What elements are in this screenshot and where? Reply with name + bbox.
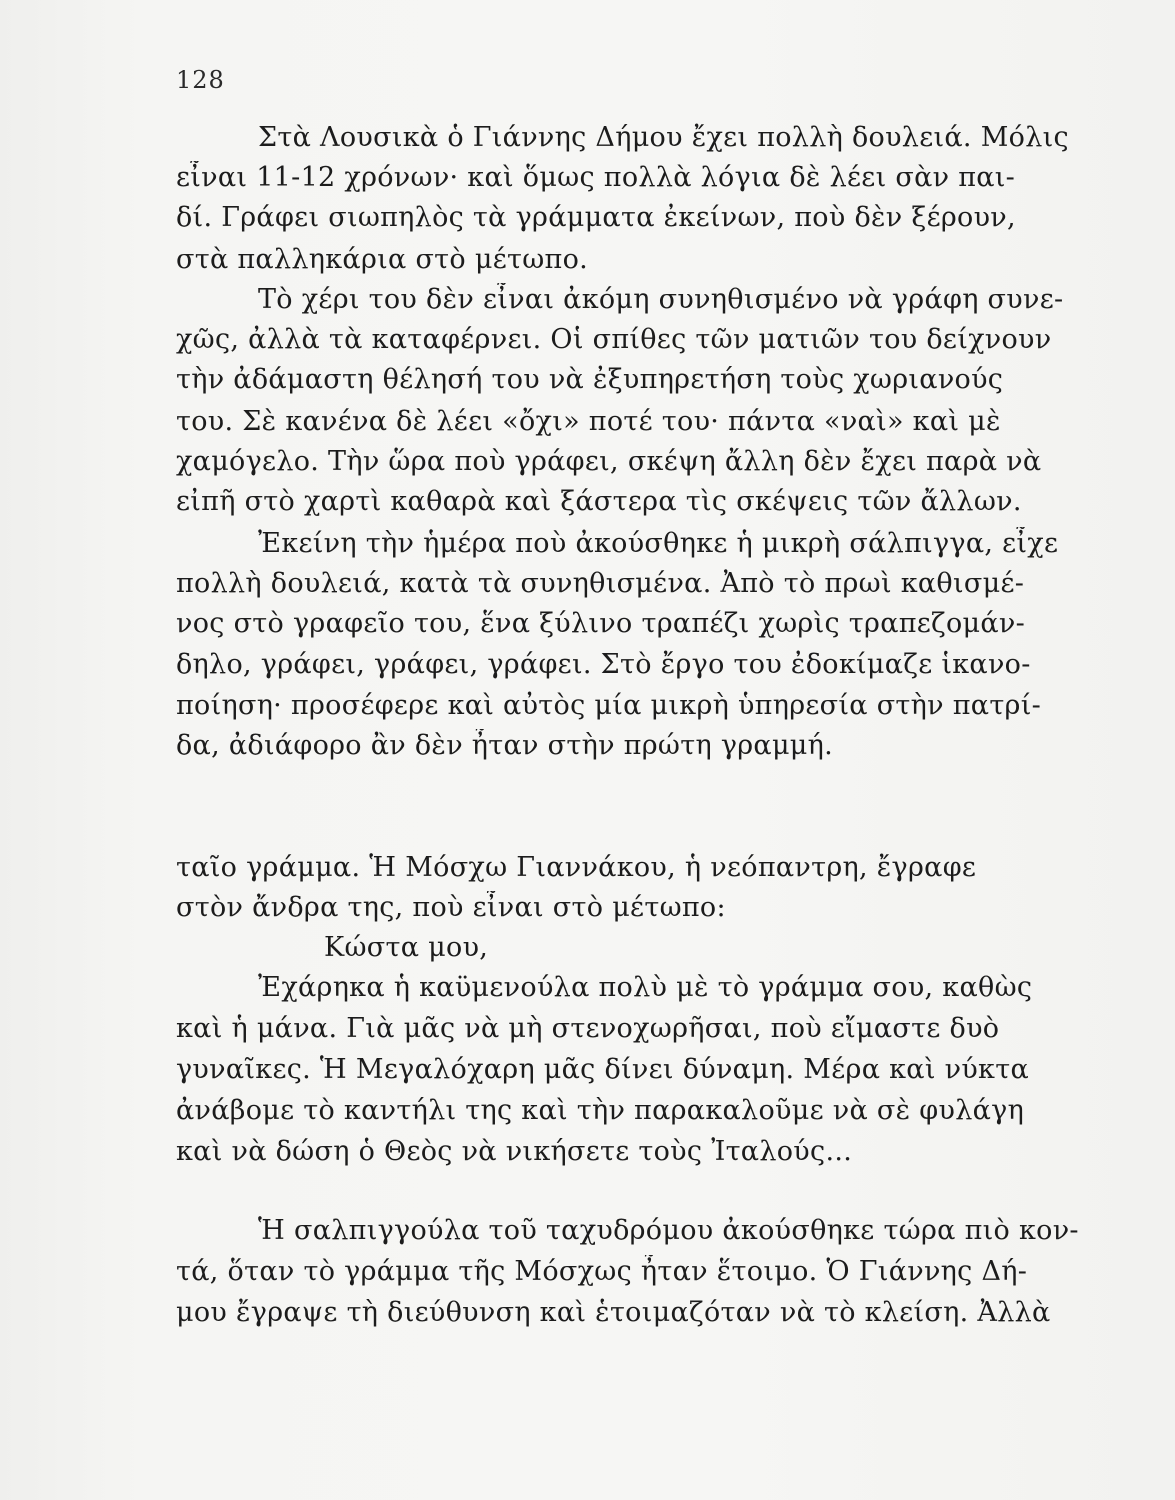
text-line: του. Σὲ κανένα δὲ λέει «ὄχι» ποτέ του· πάντα «ναὶ» καὶ μὲ bbox=[176, 406, 1001, 437]
text-line: εἰπῆ στὸ χαρτὶ καθαρὰ καὶ ξάστερα τὶς σκέψεις τῶν ἄλλων. bbox=[176, 486, 1022, 517]
text-line: τά, ὅταν τὸ γράμμα τῆς Μόσχως ἦταν ἕτοιμο. Ὁ Γιάννης Δή- bbox=[176, 1256, 1028, 1287]
text-line: καὶ νὰ δώση ὁ Θεὸς νὰ νικήσετε τοὺς Ἰταλούς... bbox=[176, 1136, 853, 1167]
text-line: εἶναι 11-12 χρόνων· καὶ ὅμως πολλὰ λόγια δὲ λέει σὰν παι- bbox=[176, 162, 1016, 193]
page-number: 128 bbox=[176, 66, 225, 94]
text-line: Ἡ σαλπιγγούλα τοῦ ταχυδρόμου ἀκούσθηκε τώρα πιὸ κον- bbox=[258, 1215, 1079, 1246]
text-line: νος στὸ γραφεῖο του, ἕνα ξύλινο τραπέζι χωρὶς τραπεζομάν- bbox=[176, 608, 1026, 639]
text-line: ἀνάβομε τὸ καντήλι της καὶ τὴν παρακαλοῦμε νὰ σὲ φυλάγη bbox=[176, 1095, 1025, 1126]
text-line: Ἐχάρηκα ἡ καϋμενούλα πολὺ μὲ τὸ γράμμα σου, καθὼς bbox=[258, 972, 1033, 1003]
text-line: δα, ἀδιάφορο ἂν δὲν ἦταν στὴν πρώτη γραμμή. bbox=[176, 730, 834, 761]
text-line: χῶς, ἀλλὰ τὰ καταφέρνει. Οἱ σπίθες τῶν ματιῶν του δείχνουν bbox=[176, 324, 1052, 355]
text-line: Τὸ χέρι του δὲν εἶναι ἀκόμη συνηθισμένο νὰ γράφη συνε- bbox=[258, 284, 1064, 315]
text-line: Ἐκείνη τὴν ἡμέρα ποὺ ἀκούσθηκε ἡ μικρὴ σάλπιγγα, εἶχε bbox=[258, 528, 1059, 559]
text-line: δηλο, γράφει, γράφει, γράφει. Στὸ ἔργο του ἐδοκίμαζε ἱκανο- bbox=[176, 649, 1031, 680]
text-line: Στὰ Λουσικὰ ὁ Γιάννης Δήμου ἔχει πολλὴ δουλειά. Μόλις bbox=[258, 122, 1069, 153]
text-line: ταῖο γράμμα. Ἡ Μόσχω Γιαννάκου, ἡ νεόπαντρη, ἔγραφε bbox=[176, 852, 977, 883]
text-line: γυναῖκες. Ἡ Μεγαλόχαρη μᾶς δίνει δύναμη. Μέρα καὶ νύκτα bbox=[176, 1054, 1029, 1085]
text-line: τὴν ἀδάμαστη θέλησή του νὰ ἐξυπηρετήση τοὺς χωριανούς bbox=[176, 364, 1004, 395]
text-line: καὶ ἡ μάνα. Γιὰ μᾶς νὰ μὴ στενοχωρῆσαι, ποὺ εἴμαστε δυὸ bbox=[176, 1013, 1000, 1044]
letter-salutation: Κώστα μου, bbox=[324, 932, 489, 963]
text-line: μου ἔγραψε τὴ διεύθυνση καὶ ἑτοιμαζόταν νὰ τὸ κλείση. Ἀλλὰ bbox=[176, 1297, 1051, 1328]
text-line: πολλὴ δουλειά, κατὰ τὰ συνηθισμένα. Ἀπὸ τὸ πρωὶ καθισμέ- bbox=[176, 568, 1025, 599]
text-line: στὸν ἄνδρα της, ποὺ εἶναι στὸ μέτωπο: bbox=[176, 892, 726, 923]
text-line: δί. Γράφει σιωπηλὸς τὰ γράμματα ἐκείνων, ποὺ δὲν ξέρουν, bbox=[176, 202, 1016, 233]
text-line: στὰ παλληκάρια στὸ μέτωπο. bbox=[176, 244, 589, 275]
text-line: ποίηση· προσέφερε καὶ αὐτὸς μία μικρὴ ὑπηρεσία στὴν πατρί- bbox=[176, 690, 1042, 721]
text-line: χαμόγελο. Τὴν ὥρα ποὺ γράφει, σκέψη ἄλλη δὲν ἔχει παρὰ νὰ bbox=[176, 446, 1042, 477]
